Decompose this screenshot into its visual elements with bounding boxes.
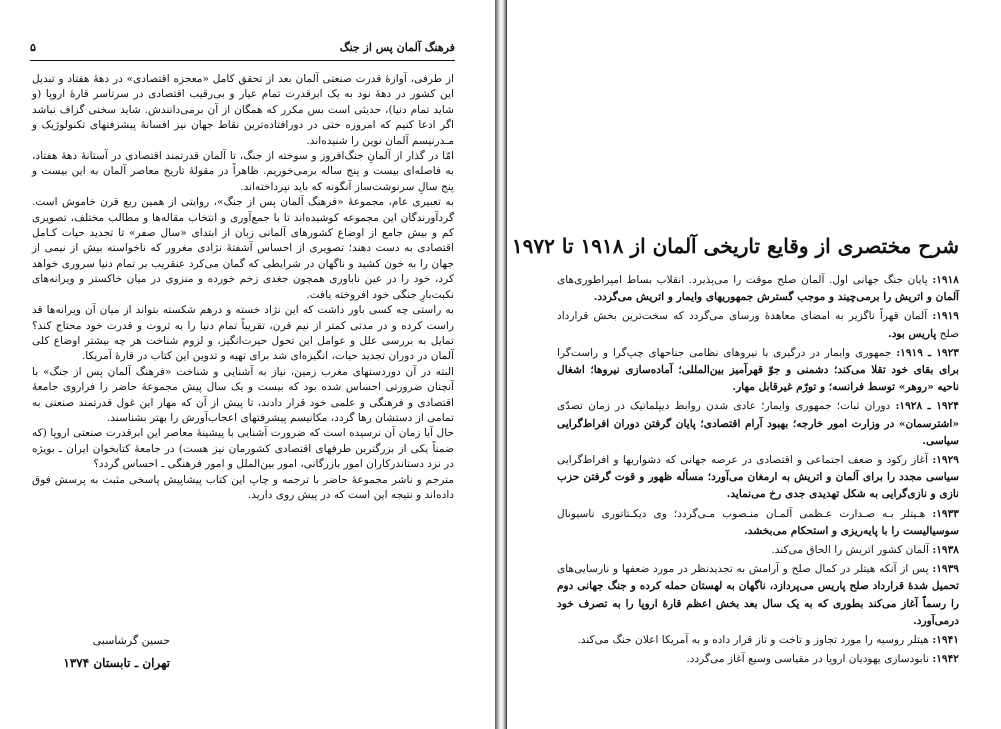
entry-text-bold: سیاسی مجدد را برای آلمان و اتریش به ارمغان می‌آورد؛ مسأله ظهور و قوت گرفتن حزب نازی و نازی‌گرایی به شکل تهدیدی جدی رخ می‌نماید. bbox=[557, 471, 959, 501]
chronology-entry bbox=[557, 398, 959, 450]
page-number: ۵ bbox=[30, 41, 36, 54]
entry-year: ۱۹۳۹: bbox=[932, 563, 959, 576]
entry-text-bold: سوسیالیست را با پایه‌ریزی و استحکام می‌بخشد. bbox=[744, 524, 959, 537]
paragraph: البته در آن دوردستهای مغرب زمین، نیاز به آشنایی و شناخت «فرهنگ آلمان پس از جنگ» با آنچنان ضرورتی احساس شده بود که بیست و یک سال پیش مجموعهٔ حاضر را فراروی جامعهٔ اقتصادی و فرهنگی و علمی خود قرار دادند، تا پیش از آن که مهار این غول قدرتمند صنعتی به تمامی از دستشان رها گردد، مکانیسم پیشرفتهای اعجاب‌آورش را بهتر بشناسند. bbox=[32, 365, 454, 424]
chronology-entry bbox=[557, 542, 959, 559]
entry-text-bold: برای بقای خود تقلا می‌کند؛ دشمنی و جوّ قهرآمیز بین‌المللی؛ آماده‌سازی نیروها؛ اشغال ناحیه «روهر» توسط فرانسه؛ و تورّم غیرقابل مهار. bbox=[557, 364, 959, 394]
entry-year: ۱۹۲۴ ـ ۱۹۲۸: bbox=[895, 400, 959, 413]
entry-text: هیتلر روسیه را مورد تجاوز و تاخت و تاز قرار داده و به آمریکا اعلان جنگ می‌کند. bbox=[577, 634, 929, 647]
entry-text: هـیتلر بـه صـدارت عـظمی آلمـان منـصوب مـی‌گردد؛ وی دیکـتاتوری ناسیونال bbox=[557, 507, 926, 520]
entry-text: نابودسازی یهودیان اروپا در مقیاسی وسیع آغاز می‌گردد. bbox=[686, 653, 929, 666]
header-title: فرهنگ آلمان پس از جنگ bbox=[339, 41, 455, 54]
entry-year: ۱۹۱۹: bbox=[932, 310, 959, 323]
chronology-title: شرح مختصری از وقایع تاریخی آلمان از ۱۹۱۸ تا ۱۹۷۲ bbox=[511, 234, 959, 258]
entry-year: ۱۹۴۲: bbox=[932, 653, 959, 666]
chronology-entry bbox=[557, 561, 959, 630]
entry-year: ۱۹۳۳: bbox=[932, 507, 959, 520]
entry-year: ۱۹۱۸: bbox=[932, 274, 959, 286]
entry-text: آلمان کشور اتریش را الحاق می‌کند. bbox=[771, 544, 929, 557]
left-page bbox=[0, 0, 495, 729]
chronology-entry bbox=[557, 308, 959, 342]
signature-name: حسین گرشاسبی bbox=[92, 634, 170, 647]
paragraph: حال آیا زمان آن نرسیده است که ضرورت آشنایی با پیشینهٔ معاصر این ابرقدرت صنعتی اروپا (که ضمناً یکی از بزرگترین طرفهای اقتصادی کشورمان نیز هست) در جامعهٔ کتابخوان ایران ـ بویژه در نزد دستاندرکاران امور بازرگانی، امور بین‌الملل و امور فرهنگی ـ احساس گردد؟ bbox=[32, 427, 454, 471]
entry-text-bold: پاریس بود. bbox=[888, 327, 937, 340]
running-header bbox=[30, 38, 455, 61]
paragraph: به راستی چه کسی باور داشت که این نژاد خسته و درهم شکسته بتواند از میان آن ویرانه‌ها قد راست کرده و در مدتی کمتر از نیم قرن، تقریباً تمام دنیا را به ثروت و قدرت خود محتاج کند؟ تمایل به بررسی علل و عوامل این تحول حیرت‌انگیز، و لزوم شناخت هر چه بیشتر اوضاع کلی آلمان در دوران تجدید حیات، انگیزه‌ای شد برای تهیه و تدوین این کتاب در قارهٔ آمریکا. bbox=[32, 304, 454, 363]
entry-year: ۱۹۳۸: bbox=[932, 544, 959, 557]
entry-year: ۱۹۲۳ ـ ۱۹۱۹: bbox=[896, 346, 959, 359]
entry-text-bold: «اشترسمان» در وزارت امور خارجه؛ بهبود آرام اقتصادی؛ پایان گرفتن دوران افراط‌گرایی سیاسی. bbox=[557, 417, 959, 447]
chronology-entry bbox=[557, 651, 959, 668]
entry-text: جمهوری وایمار در درگیری با نیروهای نظامی جناحهای چپ‌گرا و راست‌گرا bbox=[557, 346, 892, 359]
entry-year: ۱۹۲۹: bbox=[932, 454, 959, 467]
entry-text: پس از آنکه هیتلر در کمال صلح و آرامش به تجدیدنظر در مورد ضعفها و نارسایی‌های bbox=[557, 563, 929, 576]
right-page bbox=[507, 0, 1001, 729]
entry-text-bold: تحمیل شدهٔ قرارداد صلح پاریس می‌پردازد، ناگهان به لهستان حمله کرده و جنگ جهانی دوم را رسماً آغاز می‌کند بطوری که به یک سال بعد بخش اعظم قارهٔ اروپا را به تصرف خود درمی‌آورد. bbox=[557, 580, 959, 627]
signature-place-date: تهران ـ تابستان ۱۳۷۴ bbox=[63, 656, 170, 670]
entry-text: آغاز رکود و ضعف اجتماعی و اقتصادی در عرصه جهانی که دشواریها و افراط‌گرایی bbox=[557, 454, 929, 467]
paragraph: به تعبیری عام، مجموعهٔ «فرهنگ آلمان پس از جنگ»، روایتی از همین ربع قرن خاموش است. گردآورندگان این مجموعه کوشیده‌اند تا با جمع‌آوری و انتخاب مقاله‌ها و مطالب مختلف، تصویری کم و بیش جامع از اوضاع کشورهای آلمانی زبان از ابتدای «سال صفر» تا تجدید حیات کـامل اقتصادی به دست دهند؛ تصویری از احساس آشفتهٔ نژادی مغرور که ناخواسته بیش از نیمی از جهان را به خون کشید و ناگهان در شرایطی که گمان می‌کرد عنقریب بر تمام دنیا سروری خواهد کرد، خود را در عین ناباوری همچون جغدی زخم خورده و منزوی در میان خاکستر و ویرانه‌های نکبت‌بارِ جنگی خود افروخته یافت. bbox=[32, 196, 454, 301]
chronology-list bbox=[557, 272, 959, 670]
paragraph: امّا در گذار از آلمانِ جنگ‌افروز و سوخته از جنگ، تا آلمان قدرتمند اقتصادی در آستانهٔ دههٔ هفتاد، به فاصله‌ای بیست و پنج ساله برمی‌خوریم. ظاهراً در مقولهٔ تاریخ معاصر آلمان به این بیست و پنج سالِ سرنوشت‌ساز آنگونه که باید نپرداخته‌اند. bbox=[32, 150, 454, 193]
signature-block bbox=[40, 630, 170, 674]
entry-text: پایان جنگ جهانی اول. آلمان صلح موقت را می‌پذیرد. انقلاب بساط امپراطوری‌های bbox=[557, 274, 928, 286]
preface-body bbox=[32, 72, 454, 503]
chronology-entry bbox=[557, 452, 959, 504]
book-spine bbox=[495, 0, 507, 729]
entry-year: ۱۹۴۱: bbox=[932, 634, 959, 647]
entry-text-bold: آلمان و اتریش را برمی‌چیند و موجب گسترش جمهوریهای وایمار و اتریش می‌گردد. bbox=[593, 291, 959, 304]
chronology-entry bbox=[557, 345, 959, 397]
paragraph: مترجم و ناشر مجموعهٔ حاضر با ترجمه و چاپ این کتاب پیشاپیش پاسخی مثبت به پرسش فوق داده‌اند و نتیجه این است که در پیش روی دارید. bbox=[32, 473, 454, 501]
chronology-entry bbox=[557, 506, 959, 540]
chronology-entry bbox=[557, 632, 959, 649]
entry-text: آلمان قهراً ناگزیر به امضای معاهدهٔ ورسای می‌گردد که سخت‌ترین بخش قرارداد صلح bbox=[557, 310, 959, 340]
paragraph: از طرفی، آوازهٔ قدرت صنعتی آلمان بعد از تحقق کامل «معجزه اقتصادی» در دههٔ هفتاد و تبدیل این کشور در دههٔ نود به یک ابرقدرت تمام عیار و بی‌رقیب اقتصادی در سرتاسر قارهٔ اروپا (و شاید تمام دنیا)، حدیثی است بس مکرر که همگان از آن برمی‌دانندش. شاید سخنی گزاف نباشد اگر ادعا کنیم که امروزه حتی در دورافتاده‌ترین نقاط جهان نیز افسانهٔ پیشرفتهای تکنولوژیک و مـدرنیسم آلمان نوین را شنیده‌اند. bbox=[32, 73, 454, 147]
chronology-entry bbox=[557, 272, 959, 306]
entry-text: دوران ثبات؛ جمهوری وایمار؛ عادی شدن روابط دیپلماتیک در زمان تصدّی bbox=[557, 400, 891, 413]
